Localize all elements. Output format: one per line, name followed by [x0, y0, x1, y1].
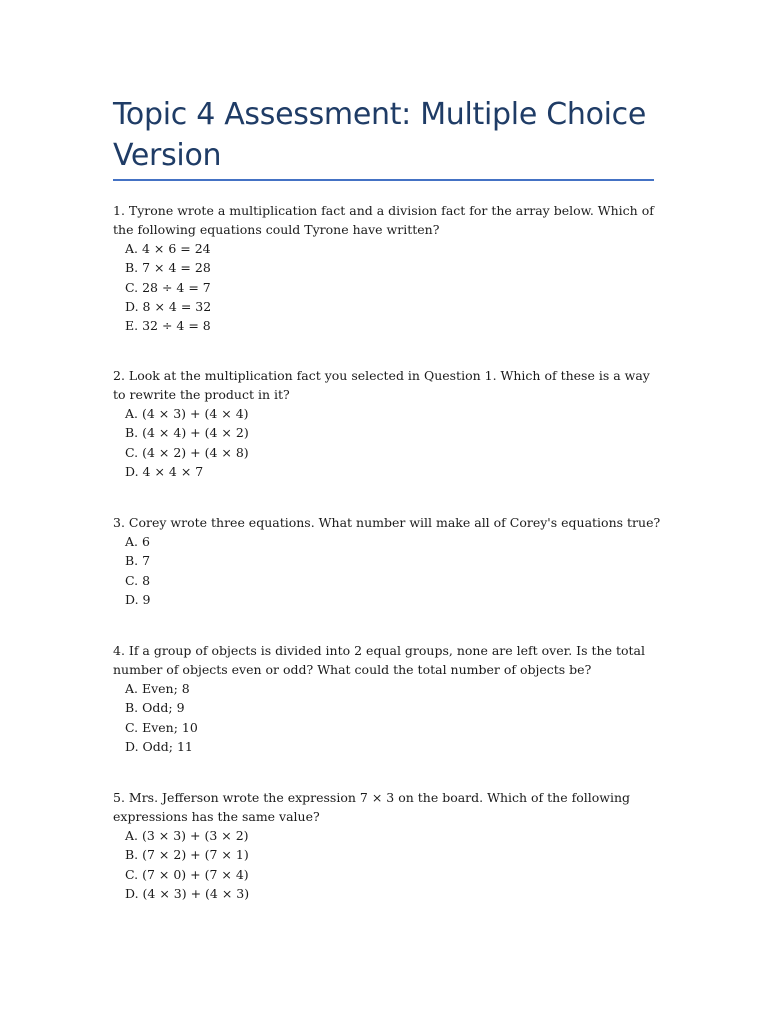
answer-option: E. 32 ÷ 4 = 8 [125, 318, 211, 334]
answer-option: D. 8 × 4 = 32 [125, 298, 212, 314]
answer-options [113, 404, 661, 481]
answer-options [113, 532, 661, 609]
question-1 [113, 201, 661, 335]
answer-option: B. 7 × 4 = 28 [125, 260, 211, 276]
question-3 [113, 513, 661, 609]
answer-option: A. 4 × 6 = 24 [125, 241, 211, 256]
question-stem: 4. If a group of objects is divided into 2 equal groups, none are left over. Is the total number of objects even or odd? What could the total number of objects be? [113, 643, 645, 677]
page-title: Topic 4 Assessment: Multiple Choice Version [113, 97, 647, 173]
question-stem: 2. Look at the multiplication fact you selected in Question 1. Which of these is a way to rewrite the product in it? [113, 368, 650, 402]
answer-option: A. Even; 8 [125, 681, 190, 696]
answer-option: C. 8 [125, 572, 151, 588]
answer-option: D. 9 [125, 591, 151, 607]
answer-option: A. (4 × 3) + (4 × 4) [125, 406, 249, 421]
answer-option: B. (4 × 4) + (4 × 2) [125, 425, 249, 441]
title-divider [113, 179, 654, 181]
question-stem: 1. Tyrone wrote a multiplication fact and a division fact for the array below. Which of the following equations could Tyrone have written? [113, 203, 654, 237]
answer-option: A. (3 × 3) + (3 × 2) [125, 828, 249, 843]
question-stem: 5. Mrs. Jefferson wrote the expression 7 × 3 on the board. Which of the following expressions has the same value? [113, 790, 631, 824]
answer-option: B. (7 × 2) + (7 × 1) [125, 847, 249, 863]
answer-options [113, 679, 661, 756]
answer-option: A. 6 [125, 534, 150, 549]
answer-option: D. (4 × 3) + (4 × 3) [125, 885, 250, 901]
question-stem: 3. Corey wrote three equations. What number will make all of Corey's equations true? [113, 515, 661, 530]
answer-option: C. (7 × 0) + (7 × 4) [125, 866, 249, 882]
question-5 [113, 788, 661, 903]
question-4 [113, 641, 661, 756]
answer-option: B. Odd; 9 [125, 700, 185, 716]
answer-options [113, 826, 661, 903]
answer-option: C. Even; 10 [125, 719, 198, 735]
answer-option: D. Odd; 11 [125, 738, 193, 754]
answer-option: D. 4 × 4 × 7 [125, 463, 204, 479]
answer-option: B. 7 [125, 553, 151, 569]
answer-option: C. (4 × 2) + (4 × 8) [125, 444, 249, 460]
answer-option: C. 28 ÷ 4 = 7 [125, 279, 211, 295]
question-2 [113, 366, 661, 481]
answer-options [113, 239, 661, 335]
